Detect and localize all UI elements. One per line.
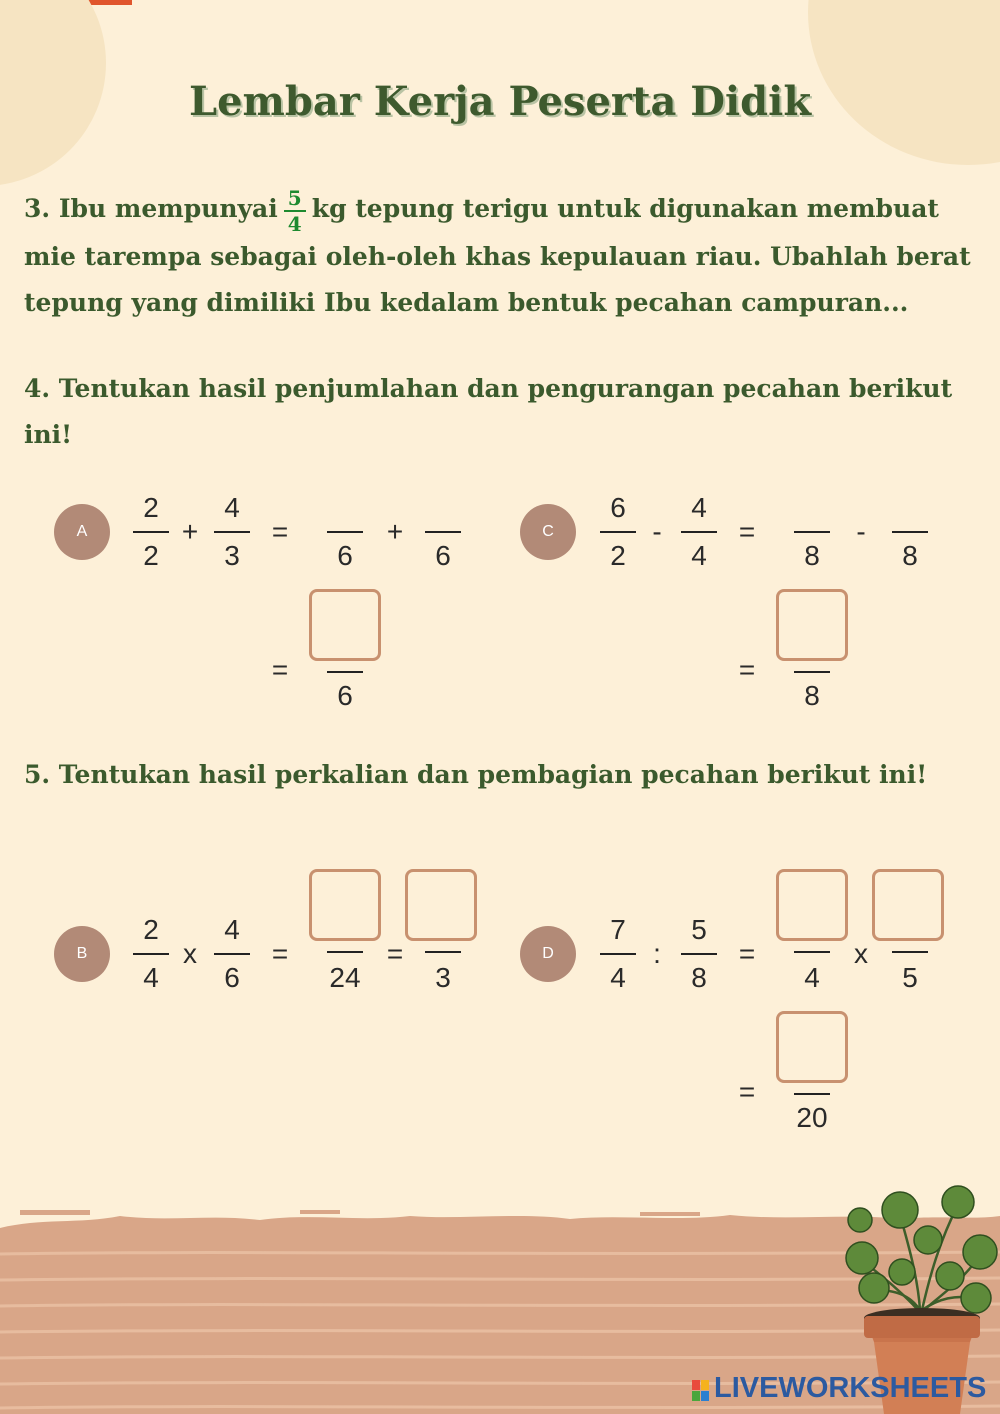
question-3-text-before: Ibu mempunyai (58, 194, 278, 223)
b-operator: x (183, 938, 197, 969)
a-fraction-bar-2 (214, 531, 250, 533)
a-result-denominator-1: 6 (337, 540, 353, 571)
d-result-operator: x (854, 938, 868, 969)
b-result-bar-1 (327, 951, 363, 953)
c-denominator-2: 4 (691, 540, 707, 571)
fraction-denominator: 4 (287, 211, 302, 236)
c-final-denominator: 8 (804, 680, 820, 711)
d-fraction-bar-1 (600, 953, 636, 955)
c-answer-box[interactable] (776, 589, 848, 661)
b-answer-box-1[interactable] (309, 869, 381, 941)
a-result-bar-2 (425, 531, 461, 533)
liveworksheets-brand: LIVEWORKSHEETS (714, 1372, 987, 1404)
a-fraction-bar-1 (133, 531, 169, 533)
d-denominator-2: 8 (691, 962, 707, 993)
a-equals: = (271, 516, 289, 547)
b-result-bar-2 (425, 951, 461, 953)
a-answer-box[interactable] (309, 589, 381, 661)
c-numerator-2: 4 (691, 492, 707, 523)
c-result-bar-1 (794, 531, 830, 533)
c-numerator-1: 6 (610, 492, 626, 523)
d-equals: = (738, 938, 756, 969)
badge-a: A (54, 504, 110, 560)
d-equals-2: = (738, 1076, 756, 1107)
badge-b: B (54, 926, 110, 982)
a-denominator-2: 3 (224, 540, 240, 571)
a-equals-2: = (271, 654, 289, 685)
d-operator: : (653, 938, 661, 969)
a-denominator-1: 2 (143, 540, 159, 571)
c-result-denominator-2: 8 (902, 540, 918, 571)
d-final-bar (794, 1093, 830, 1095)
b-result-denominator-2: 3 (435, 962, 451, 993)
d-result-bar-2 (892, 951, 928, 953)
c-result-operator: - (856, 516, 866, 547)
a-operator: + (181, 516, 199, 547)
question-5: 5. Tentukan hasil perkalian dan pembagian pecahan berikut ini! (24, 760, 928, 789)
a-numerator-2: 4 (224, 492, 240, 523)
b-result-denominator-1: 24 (329, 962, 361, 993)
b-numerator-2: 4 (224, 914, 240, 945)
c-final-bar (794, 671, 830, 673)
badge-d: D (520, 926, 576, 982)
c-equals-2: = (738, 654, 756, 685)
b-answer-box-2[interactable] (405, 869, 477, 941)
page-title: Lembar Kerja Peserta Didik (188, 78, 812, 125)
c-equals: = (738, 516, 756, 547)
a-result-denominator-2: 6 (435, 540, 451, 571)
b-denominator-2: 6 (224, 962, 240, 993)
d-answer-box-1[interactable] (776, 869, 848, 941)
badge-c: C (520, 504, 576, 560)
b-equals: = (271, 938, 289, 969)
d-denominator-1: 4 (610, 962, 626, 993)
d-result-denominator-2: 5 (902, 962, 918, 993)
question-3-fraction (284, 185, 306, 236)
a-final-bar (327, 671, 363, 673)
d-answer-box-2[interactable] (872, 869, 944, 941)
fraction-numerator: 5 (287, 185, 302, 210)
d-final-denominator: 20 (796, 1102, 828, 1133)
a-final-denominator: 6 (337, 680, 353, 711)
question-4: 4. Tentukan hasil penjumlahan dan pengurangan pecahan berikut ini! (24, 374, 953, 449)
d-result-bar-1 (794, 951, 830, 953)
question-3 (24, 186, 984, 326)
a-numerator-1: 2 (143, 492, 159, 523)
c-result-denominator-1: 8 (804, 540, 820, 571)
c-operator: - (652, 516, 662, 547)
b-numerator-1: 2 (143, 914, 159, 945)
a-result-bar-1 (327, 531, 363, 533)
question-3-number: 3. (24, 194, 51, 223)
c-denominator-1: 2 (610, 540, 626, 571)
liveworksheets-logo-icon (692, 1380, 710, 1402)
c-result-bar-2 (892, 531, 928, 533)
d-answer-box-3[interactable] (776, 1011, 848, 1083)
d-result-denominator-1: 4 (804, 962, 820, 993)
d-numerator-1: 7 (610, 914, 626, 945)
a-result-operator: + (386, 516, 404, 547)
b-equals-2: = (386, 938, 404, 969)
b-fraction-bar-1 (133, 953, 169, 955)
b-denominator-1: 4 (143, 962, 159, 993)
d-numerator-2: 5 (691, 914, 707, 945)
c-fraction-bar-1 (600, 531, 636, 533)
d-fraction-bar-2 (681, 953, 717, 955)
b-fraction-bar-2 (214, 953, 250, 955)
question-3-text-after: kg tepung terigu untuk digunakan membuat mie tarempa sebagai oleh-oleh khas kepulauan riau. Ubahlah berat tepung yang dimiliki Ibu kedalam bentuk pecahan campuran... (24, 194, 971, 317)
c-fraction-bar-2 (681, 531, 717, 533)
